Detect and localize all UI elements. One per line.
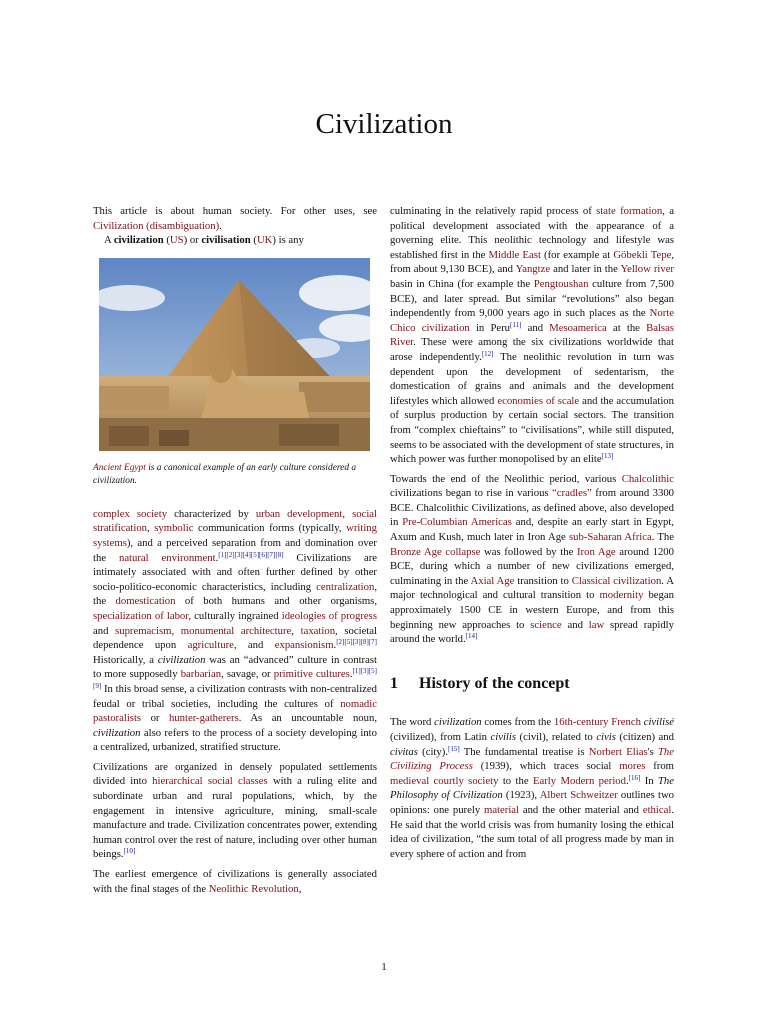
body-text: communication forms (typically, (193, 522, 347, 535)
disambiguation-link[interactable]: Civilization (disambiguation) (93, 219, 220, 232)
article-link[interactable]: Norte Chico civilization (390, 307, 674, 334)
article-link[interactable]: Mesoamerica (549, 321, 607, 334)
article-link[interactable]: Albert Schweitzer (539, 789, 618, 802)
article-link[interactable]: primitive cultures (273, 668, 350, 681)
term-civilization: civilization (113, 234, 164, 247)
body-text: Civilizations are intimately associated with and often further defined by other socio-politico-economic characteristics, including (93, 551, 377, 593)
article-link[interactable]: Bronze Age collapse (390, 545, 481, 558)
article-link[interactable]: Axial Age (470, 574, 515, 587)
body-text: , savage, or (221, 668, 274, 681)
article-link[interactable]: “cradles” (552, 487, 592, 500)
body-text: comes from the (481, 716, 554, 729)
article-link[interactable]: Pre-Columbian Americas (402, 516, 512, 529)
article-link[interactable]: economies of scale (497, 394, 580, 407)
citation-ref[interactable]: [14] (465, 632, 478, 641)
body-text: culminating in the relatively rapid process of (390, 205, 597, 217)
section-title: History of the concept (419, 674, 570, 692)
page-number: 1 (381, 961, 387, 973)
pyramid-sphinx-image[interactable] (99, 258, 370, 451)
hatnote-text: This article is about human society. For other uses, see (93, 205, 377, 217)
body-text: and the other material and (519, 803, 643, 816)
article-link[interactable]: Balsas River (390, 321, 674, 349)
citation-ref[interactable]: [11] (510, 320, 522, 329)
article-link[interactable]: Norbert Elias (588, 745, 648, 758)
body-text: spread rapidly around the world. (390, 618, 674, 646)
body-text: , the (93, 580, 377, 608)
left-paragraph-2 (93, 760, 377, 862)
body-text: in Peru (469, 321, 511, 334)
body-text: . He said that the world crisis was from humanity losing the ethical idea of civilization, “the sum total of all progress made by man in every sphere of action and from (390, 803, 674, 860)
body-text: (1923), (502, 789, 540, 802)
article-link[interactable]: monumental architecture (180, 624, 292, 637)
intro-text: A (104, 234, 114, 247)
section-number: 1 (390, 674, 398, 692)
body-text: at the (606, 321, 647, 334)
body-text: was followed by the (480, 545, 577, 558)
article-link[interactable]: barbarian (180, 668, 222, 681)
article-link[interactable]: science (530, 618, 562, 631)
article-link[interactable]: complex society (93, 507, 168, 520)
body-text: from (645, 760, 674, 773)
article-link[interactable]: material (484, 803, 520, 816)
body-text: (city). (417, 745, 448, 758)
body-text: The earliest emergence of civilizations is generally associated with the final stages of the (93, 868, 377, 895)
body-text: transition to (514, 574, 572, 587)
citation-ref[interactable]: [12] (481, 349, 494, 358)
body-text: and, despite an early start in Egypt, Axum and Kush, much later in Iron Age (390, 516, 674, 544)
article-link[interactable]: Middle East (488, 248, 541, 261)
body-text: , from about 9,130 BCE), and (390, 248, 674, 276)
body-text: civilizations began to rise in various (390, 487, 553, 500)
right-paragraph-3 (390, 715, 674, 861)
body-text: and the accumulation of surplus production by certain social sectors. The transition from “complex chieftains” to “civilisations”, while still disputed, seems to be associated with the development of state structures, in which power was further monopolised by an elite (390, 394, 674, 466)
emphasis-text: civilization (93, 726, 141, 739)
body-text: ), and a perceived separation from and domination over the (93, 536, 377, 564)
article-link[interactable]: Yellow river (620, 263, 674, 276)
body-text: , (298, 882, 302, 895)
hatnote-end: . (219, 219, 222, 232)
body-text: Historically, a (93, 653, 158, 666)
article-link[interactable]: natural environment (118, 551, 216, 564)
uk-link[interactable]: UK (256, 234, 273, 247)
body-text: or (141, 712, 169, 725)
emphasis-text: civilis (490, 731, 517, 743)
article-link[interactable]: mores (619, 760, 646, 773)
article-link[interactable]: Pengtoushan (533, 277, 589, 290)
caption-text: is a canonical example of an early culture considered a civilization. (93, 462, 357, 486)
left-column (93, 204, 377, 896)
body-text: Civilizations are organized in densely populated settlements divided into (93, 760, 377, 788)
body-text: , (171, 624, 181, 637)
article-link[interactable]: 16th-century French (553, 716, 641, 729)
citation-ref[interactable]: [1][3][5][9] (93, 667, 378, 690)
article-link[interactable]: Yangtze (515, 263, 551, 276)
us-link[interactable]: US (169, 234, 184, 247)
intro-line: A civilization (US) or civilisation (UK) is any (104, 234, 304, 247)
body-text: The neolithic revolution in turn was dependent upon the development of sedentarism, the domestication of grains and animals and the development lifestyles which allowed (390, 350, 674, 407)
article-link[interactable]: medieval courtly society (390, 774, 499, 787)
body-text: also refers to the process of a society developing into a centralized, urbanized, stratified structure. (93, 726, 377, 754)
body-text: basin in China (for example the (390, 277, 534, 290)
body-text: from around 3300 BCE. Chalcolithic Civilizations, as defined above, also developed in (390, 487, 675, 529)
body-text: (civil), related to (516, 731, 597, 743)
body-text: . These were among the six civilizations worldwide that arose independently. (390, 336, 674, 363)
body-text: , (291, 624, 301, 637)
emphasis-text: civilisé (643, 716, 674, 729)
body-text: characterized by (167, 507, 256, 520)
article-link[interactable]: writing systems (93, 522, 377, 549)
body-text: outlines two opinions: one purely (390, 789, 675, 816)
right-paragraph-1 (390, 204, 674, 467)
body-text: . (625, 774, 629, 787)
body-text: . The (651, 531, 675, 544)
section-heading-history (390, 674, 674, 692)
article-link[interactable]: hierarchical social classes (152, 775, 268, 788)
intro-is-any: is any (275, 234, 304, 247)
body-text: and (521, 321, 550, 334)
article-link[interactable]: expansionism (274, 639, 334, 652)
citation-ref[interactable]: [2][5][3][8][7] (336, 638, 378, 647)
article-link[interactable]: ethical (642, 803, 672, 816)
body-text: and later in the (550, 263, 621, 276)
article-link[interactable]: symbolic (154, 522, 194, 535)
body-text: , (342, 507, 353, 520)
article-link[interactable]: social stratification (93, 507, 378, 535)
body-text: to the (498, 774, 533, 787)
body-text: was an “advanced” culture in contrast to more supposedly (93, 653, 377, 681)
emphasis-text: civitas (390, 745, 418, 758)
citation-ref[interactable]: [15] (447, 744, 460, 753)
hatnote (93, 204, 377, 233)
body-text: culture from 7,500 BCE), and later spread. But similar “revolutions” also began independently from 9,000 years ago in such places as the (390, 277, 674, 320)
citation-ref[interactable]: [13] (601, 452, 614, 461)
body-text: of both humans and other organisms, (175, 595, 377, 608)
egypt-photo-illustration (99, 258, 370, 451)
article-link[interactable]: ideologies of progress (281, 609, 377, 622)
figure-caption (93, 462, 377, 488)
article-link[interactable]: state formation (596, 205, 663, 217)
article-link[interactable]: agriculture (187, 639, 234, 652)
term-civilisation: civilisation (201, 234, 251, 247)
article-link[interactable]: Iron Age (576, 545, 616, 558)
emphasis-text: The Philosophy of Civilization (390, 774, 675, 802)
article-link[interactable]: Early Modern period (532, 774, 626, 787)
page-title: Civilization (315, 108, 453, 140)
body-text: The word (390, 716, 435, 729)
body-text: . A major technological and cultural transition to (390, 574, 674, 602)
emphasis-text: civilization (157, 653, 206, 666)
article-link[interactable]: supremacism (115, 624, 172, 637)
body-text: (citizen) and (615, 731, 674, 743)
body-text: began approximately 1500 CE in western Europe, and from this beginning new approaches to (390, 589, 674, 631)
article-link[interactable]: taxation (300, 624, 336, 637)
body-text: In (640, 774, 658, 787)
article-link[interactable]: law (588, 618, 605, 631)
body-text: , a political development associated with the appearance of a governing elite. This neolithic technology and lifestyle was established first in the (390, 205, 674, 261)
body-text: . (349, 668, 353, 681)
body-text: 's (647, 745, 658, 758)
article-link[interactable]: modernity (599, 589, 644, 602)
body-text: In this broad sense, a civilization contrasts with non-centralized feudal or tribal societies, including the cultures of (93, 682, 377, 710)
article-link[interactable]: The Civilizing Process (390, 745, 675, 773)
right-column (390, 204, 674, 861)
body-text: Towards the end of the Neolithic period, various (390, 472, 622, 485)
body-text: and (561, 618, 589, 631)
body-text: (civilized), from Latin (390, 731, 491, 743)
body-text: (1939), which traces social (472, 760, 620, 773)
article-link[interactable]: centralization (316, 580, 375, 593)
citation-ref[interactable]: [16] (628, 773, 641, 782)
body-text: around 1200 BCE, during which a number of new civilizations emerged, culminating in the (390, 545, 674, 587)
body-text: . (215, 551, 219, 564)
citation-ref[interactable]: [10] (123, 847, 136, 856)
emphasis-text: civis (596, 731, 616, 743)
body-text: and (93, 624, 116, 637)
ancient-egypt-link[interactable]: Ancient Egypt (93, 462, 146, 473)
article-link[interactable]: nomadic pastoralists (93, 697, 377, 725)
body-text: The fundamental treatise is (459, 745, 589, 758)
article-link[interactable]: Göbekli Tepe (613, 248, 672, 261)
article-link[interactable]: hunter-gatherers (168, 712, 239, 725)
article-link[interactable]: Neolithic Revolution (208, 882, 299, 895)
body-text: (for example at (540, 248, 614, 261)
body-text: . (333, 639, 337, 652)
body-text: , societal dependence upon (93, 624, 377, 652)
right-paragraph-2 (390, 472, 674, 647)
left-paragraph-1 (93, 507, 377, 755)
article-link[interactable]: specialization of labor (93, 609, 189, 622)
body-text: , culturally ingrained (188, 609, 282, 622)
body-text: . As an uncountable noun, (238, 712, 378, 725)
intro-or: or (187, 234, 202, 247)
article-link[interactable]: urban development (255, 507, 343, 520)
article-link[interactable]: Chalcolithic (621, 472, 674, 485)
body-text: , and (233, 639, 275, 652)
emphasis-text: civilization (434, 716, 482, 729)
article-link[interactable]: Classical civilization (571, 574, 662, 587)
article-link[interactable]: sub-Saharan Africa (568, 531, 652, 544)
left-paragraph-3 (93, 867, 377, 896)
citation-ref[interactable]: [1][2][3][4][5][6][7][8] (218, 550, 284, 559)
body-text: , (147, 522, 155, 535)
body-text: with a ruling elite and subordinate urban and rural populations, which, by the engagement in intensive agriculture, mining, small-scale manufacture and trade. Civilization concentrates power, extending human control over the rest of nature, including over other human beings. (93, 775, 378, 861)
article-link[interactable]: domestication (115, 595, 176, 608)
